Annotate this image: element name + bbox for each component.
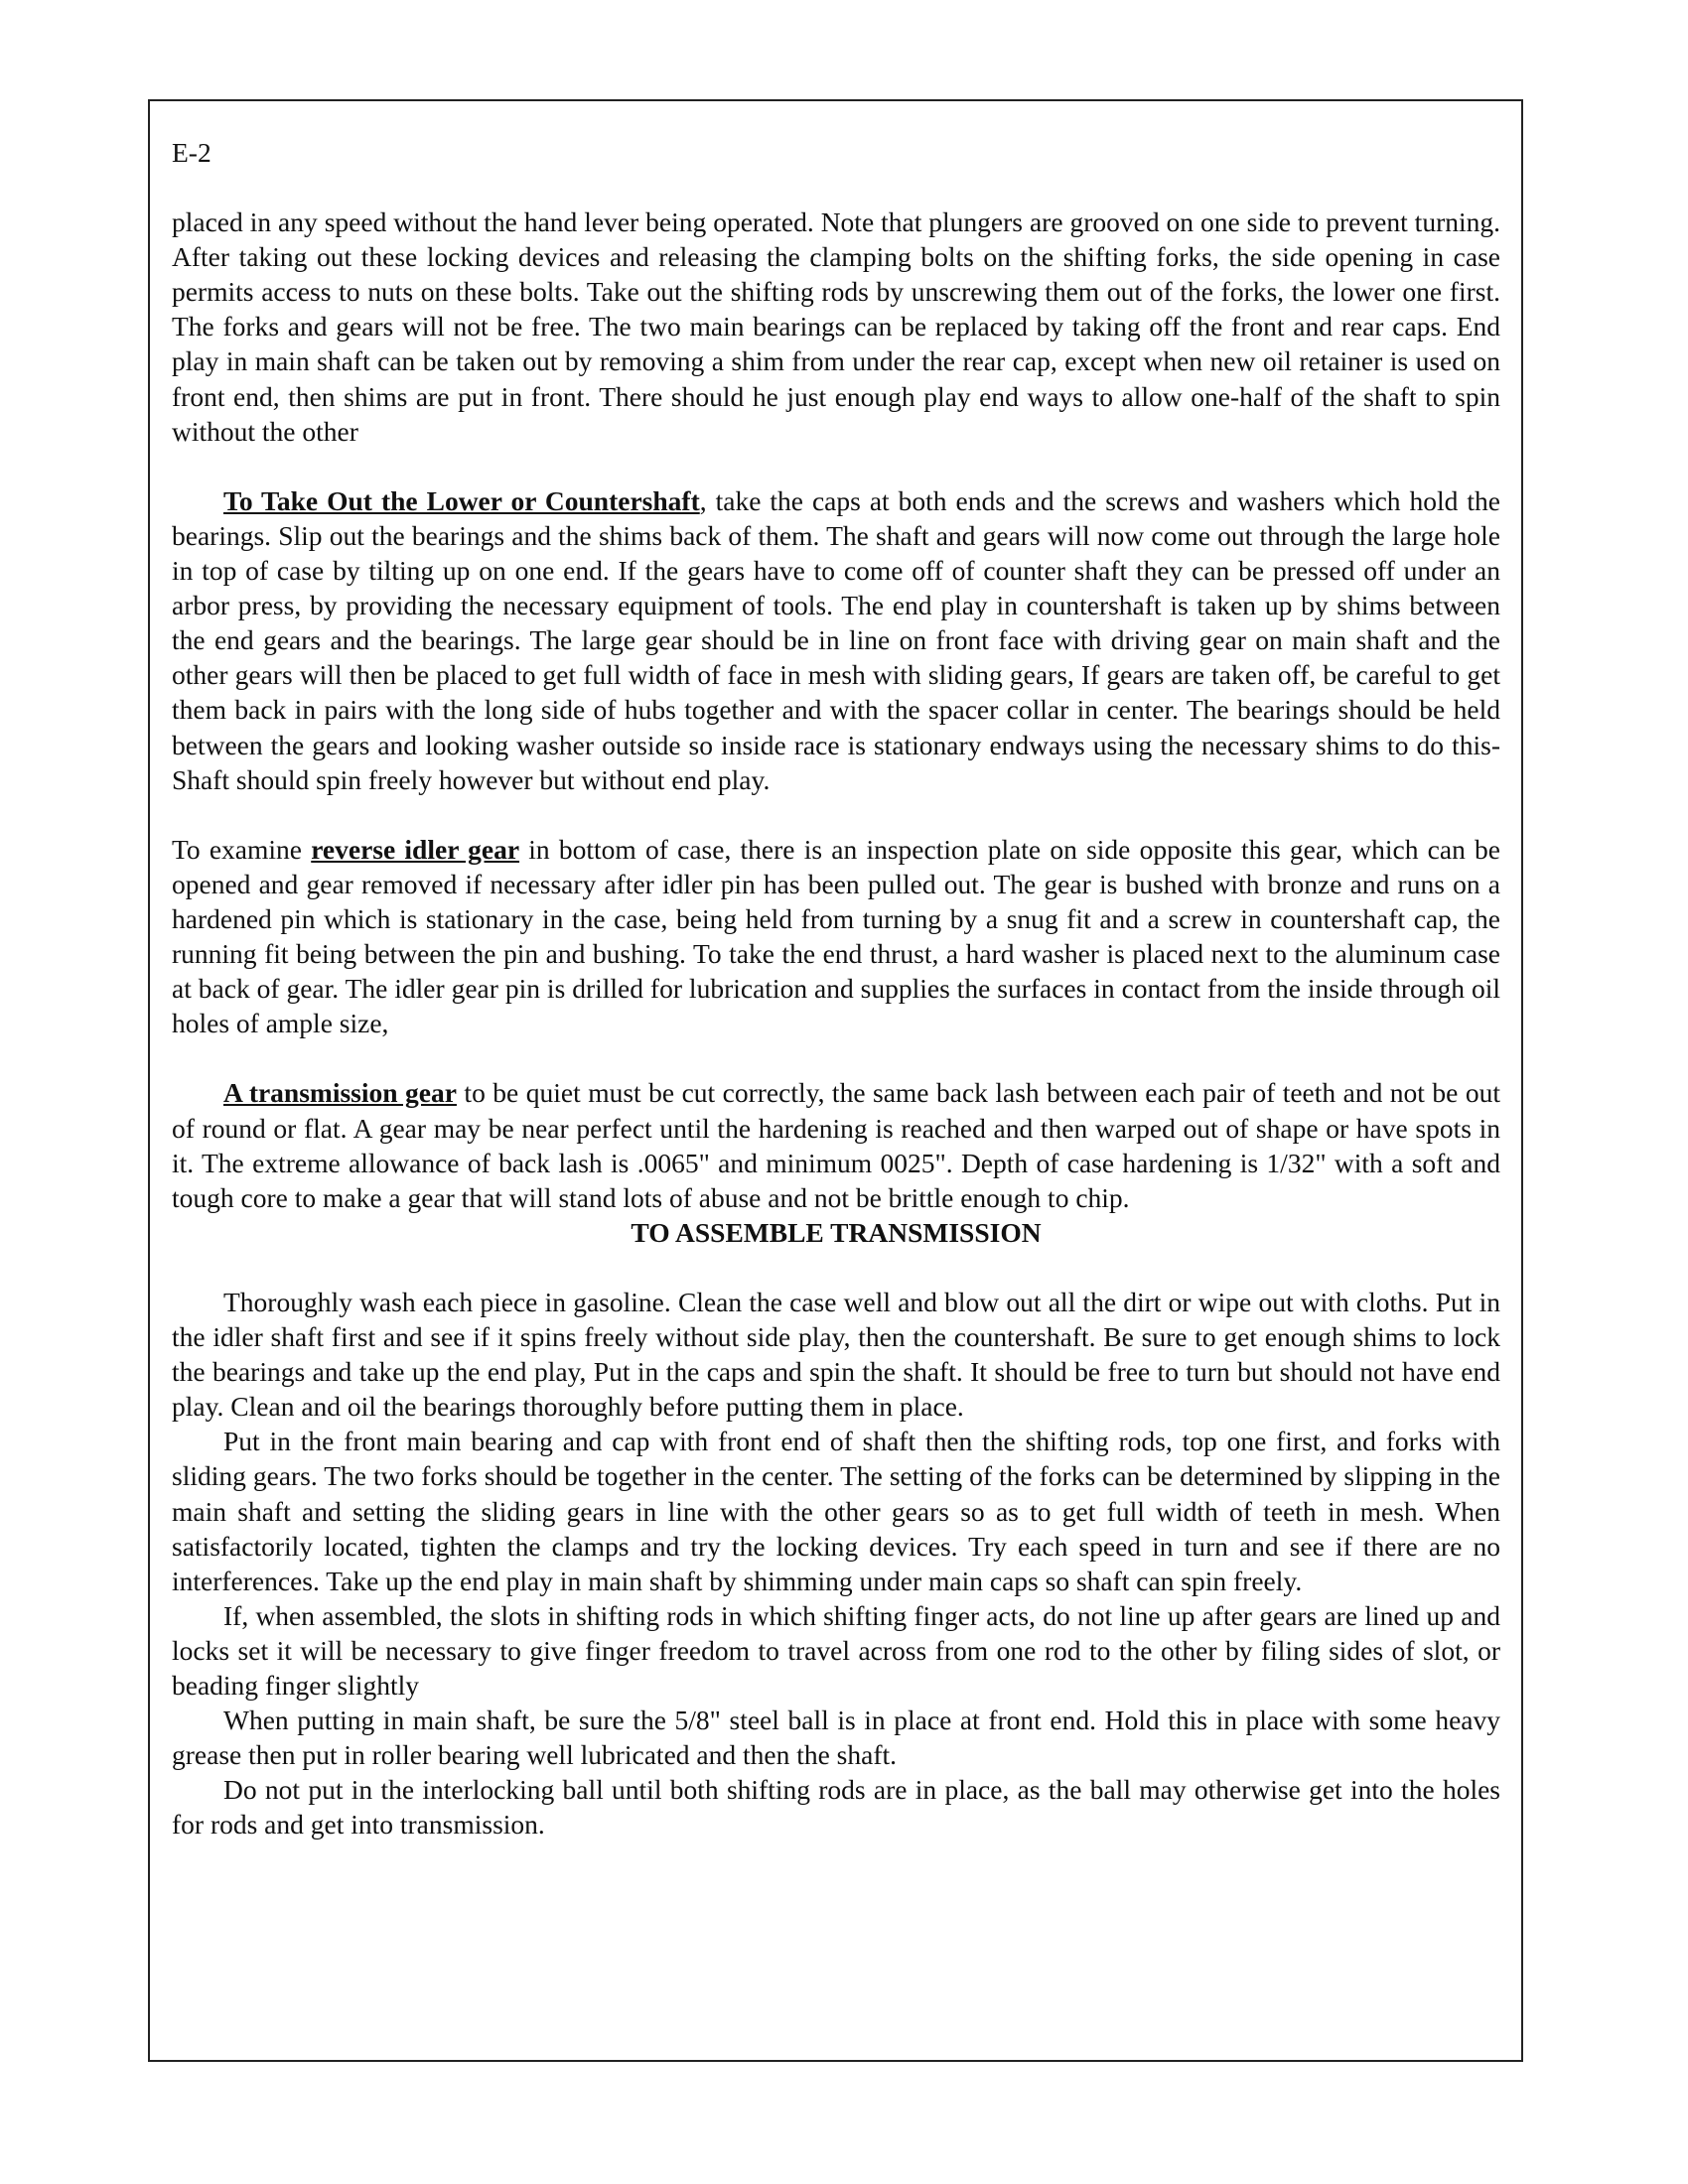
section-lead-transmission-gear: A transmission gear	[223, 1077, 457, 1109]
paragraph-transmission-gear	[172, 1075, 1500, 1214]
paragraph-text: , take the caps at both ends and the screws and washers which hold the bearings. Slip out the bearings and the shims back of them. The shaft and gears will now come out through the large hole in top of case by tilting up on one end. If the gears have to come off of counter shaft they can be pressed off under an arbor press, by providing the necessary equipment of tools. The end play in countershaft is taken up by shims between the end gears and the bearings. The large gear should be in line on front face with driving gear on main shaft and the other gears will then be placed to get full width of face in mesh with sliding gears, If gears are taken off, be careful to get them back in pairs with the long side of hubs together and with the spacer collar in center. The bearings should be held between the gears and looking washer outside so inside race is stationary endways using the necessary shims to do this- Shaft should spin freely however but without end play.	[172, 484, 1500, 795]
paragraph-countershaft	[172, 483, 1500, 797]
paragraph-text: to be quiet must be cut correctly, the same back lash between each pair of teeth and not be out of round or flat. A gear may be near perfect until the hardening is reached and then warped out of shape or have spots in it. The extreme allowance of back lash is .0065" and minimum 0025". Depth of case hardening is 1/32" with a soft and tough core to make a gear that will stand lots of abuse and not be brittle enough to chip.	[172, 1077, 1500, 1213]
paragraph-main-shaft	[172, 205, 1500, 449]
section-heading: TO ASSEMBLE TRANSMISSION	[631, 1216, 1042, 1248]
paragraph-prefix: To examine	[172, 833, 312, 865]
assembly-paragraph: Put in the front main bearing and cap with front end of shaft then the shifting rods, top one first, and forks with sliding gears. The two forks should be together in the center. The setting of the forks can be determined by slipping in the main shaft and setting the sliding gears in line with the other gears so as to get full width of teeth in mesh. When satisfactorily located, tighten the clamps and try the locking devices. Try each speed in turn and see if there are no interferences. Take up the end play in main shaft by shimming under main caps so shaft can spin freely.	[172, 1426, 1500, 1596]
assembly-paragraph: Thoroughly wash each piece in gasoline. Clean the case well and blow out all the dirt or wipe out with cloths. Put in the idler shaft first and see if it spins freely without side play, then the countershaft. Be sure to get enough shims to lock the bearings and take up the end play, Put in the caps and spin the shaft. It should be free to turn but should not have end play. Clean and oil the bearings thoroughly before putting them in place.	[172, 1287, 1500, 1423]
section-lead-reverse-idler: reverse idler gear	[311, 833, 520, 865]
page-number: E-2	[172, 137, 211, 168]
document-body	[172, 135, 1500, 1843]
assembly-paragraph: When putting in main shaft, be sure the 5/8" steel ball is in place at front end. Hold this in place with some heavy grease then put in roller bearing well lubricated and then the shaft.	[172, 1705, 1500, 1771]
section-lead-countershaft: To Take Out the Lower or Countershaft	[223, 484, 700, 516]
paragraph-text: in bottom of case, there is an inspection plate on side opposite this gear, which can be opened and gear removed if necessary after idler pin has been pulled out. The gear is bushed with bronze and runs on a hardened pin which is stationary in the case, being held from turning by a snug fit and a screw in countershaft cap, the running fit being between the pin and bushing. To take the end thrust, a hard washer is placed next to the aluminum case at back of gear. The idler gear pin is drilled for lubrication and supplies the surfaces in contact from the inside through oil holes of ample size,	[172, 833, 1500, 1039]
paragraph-text: placed in any speed without the hand lever being operated. Note that plungers are grooved on one side to prevent turning. After taking out these locking devices and releasing the clamping bolts on the shifting forks, the side opening in case permits access to nuts on these bolts. Take out the shifting rods by unscrewing them out of the forks, the lower one first. The forks and gears will not be free. The two main bearings can be replaced by taking off the front and rear caps. End play in main shaft can be taken out by removing a shim from under the rear cap, except when new oil retainer is used on front end, then shims are put in front. There should he just enough play end ways to allow one-half of the shaft to spin without the other	[172, 206, 1500, 447]
assembly-paragraph: Do not put in the interlocking ball until both shifting rods are in place, as the ball may otherwise get into the holes for rods and get into transmission.	[172, 1774, 1500, 1841]
paragraph-reverse-idler	[172, 832, 1500, 1041]
assembly-paragraph: If, when assembled, the slots in shifting rods in which shifting finger acts, do not line up after gears are lined up and locks set it will be necessary to give finger freedom to travel across from one rod to the other by filing sides of slot, or beading finger slightly	[172, 1599, 1500, 1702]
